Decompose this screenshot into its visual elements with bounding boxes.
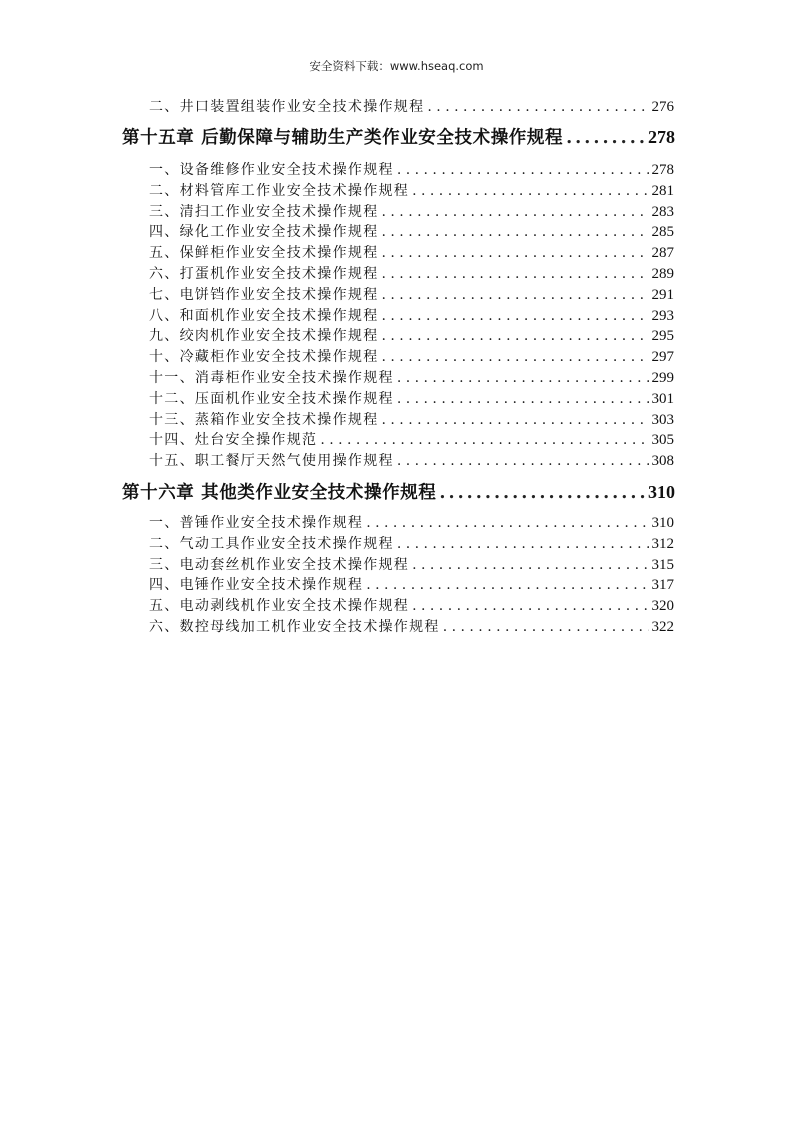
toc-page-number: 299 bbox=[651, 370, 674, 386]
toc-entry[interactable] bbox=[149, 389, 674, 409]
toc-entry[interactable] bbox=[149, 555, 674, 575]
toc-entry-title: 十一、消毒柜作业安全技术操作规程 bbox=[149, 370, 394, 386]
toc-leader-dots bbox=[382, 243, 649, 263]
toc-leader-dots bbox=[397, 389, 649, 409]
toc-entry[interactable] bbox=[149, 202, 674, 222]
toc-entry[interactable] bbox=[149, 451, 674, 471]
toc-page-number: 310 bbox=[648, 482, 675, 502]
toc-leader-dots bbox=[382, 202, 649, 222]
page-header: 安全资料下载：www.hseaq.com bbox=[309, 59, 484, 73]
toc-entry-title: 二、井口装置组装作业安全技术操作规程 bbox=[149, 99, 425, 115]
toc-page-number: 287 bbox=[651, 245, 674, 262]
toc-page-number: 278 bbox=[651, 162, 674, 178]
toc-leader-dots bbox=[427, 97, 648, 117]
toc-page-number: 317 bbox=[651, 577, 674, 594]
toc-entry[interactable] bbox=[149, 306, 674, 326]
toc-entry[interactable] bbox=[149, 181, 674, 201]
toc-leader-dots bbox=[397, 368, 649, 388]
toc-entry-title: 九、绞肉机作业安全技术操作规程 bbox=[149, 328, 379, 345]
toc-leader-dots bbox=[382, 285, 649, 305]
toc-page-number: 291 bbox=[651, 286, 674, 303]
toc-leader-dots bbox=[566, 126, 645, 150]
toc-page-number: 297 bbox=[651, 349, 674, 366]
toc-leader-dots bbox=[382, 326, 649, 346]
toc-page-number: 278 bbox=[648, 127, 675, 147]
toc-entry-title: 一、设备维修作业安全技术操作规程 bbox=[149, 162, 394, 178]
toc-page-number: 295 bbox=[651, 328, 674, 345]
toc-leader-dots bbox=[366, 575, 648, 595]
toc-leader-dots bbox=[320, 430, 648, 450]
toc-entry-title: 十、冷藏柜作业安全技术操作规程 bbox=[149, 349, 379, 366]
toc-chapter-title: 第十五章 后勤保障与辅助生产类作业安全技术操作规程 bbox=[122, 128, 564, 148]
toc-entry-title: 一、普锤作业安全技术操作规程 bbox=[149, 515, 364, 531]
toc-entry[interactable] bbox=[149, 264, 674, 284]
toc-entry-title: 六、数控母线加工机作业安全技术操作规程 bbox=[149, 619, 440, 635]
toc-chapter-title: 第十六章 其他类作业安全技术操作规程 bbox=[122, 483, 437, 503]
toc-leader-dots bbox=[382, 347, 649, 367]
toc-page-number: 289 bbox=[651, 266, 674, 282]
toc-leader-dots bbox=[412, 181, 648, 201]
toc-leader-dots bbox=[397, 451, 649, 471]
toc-page-number: 310 bbox=[651, 515, 674, 531]
toc-entry[interactable] bbox=[149, 368, 674, 388]
toc-entry[interactable] bbox=[149, 243, 674, 263]
toc-entry-title: 二、材料管库工作业安全技术操作规程 bbox=[149, 182, 410, 199]
toc-entry[interactable] bbox=[149, 160, 674, 180]
toc-entry-title: 五、电动剥线机作业安全技术操作规程 bbox=[149, 598, 410, 615]
toc-entry[interactable] bbox=[149, 326, 674, 346]
toc-entry[interactable] bbox=[149, 513, 674, 533]
toc-leader-dots bbox=[397, 160, 649, 180]
toc-entry[interactable] bbox=[149, 430, 674, 450]
toc-leader-dots bbox=[382, 410, 649, 430]
toc-entry-title: 三、清扫工作业安全技术操作规程 bbox=[149, 203, 379, 220]
toc-entry[interactable] bbox=[149, 575, 674, 595]
toc-entry[interactable] bbox=[149, 285, 674, 305]
toc-entry[interactable] bbox=[149, 347, 674, 367]
toc-page-number: 276 bbox=[651, 99, 674, 115]
toc-entry[interactable] bbox=[149, 617, 674, 637]
toc-entry-title: 八、和面机作业安全技术操作规程 bbox=[149, 307, 379, 324]
toc-entry-title: 十二、压面机作业安全技术操作规程 bbox=[149, 390, 394, 407]
toc-entry[interactable] bbox=[149, 596, 674, 616]
toc-entry-title: 十三、蒸箱作业安全技术操作规程 bbox=[149, 411, 379, 428]
toc-entry-title: 四、绿化工作业安全技术操作规程 bbox=[149, 224, 379, 241]
toc-entry-title: 四、电锤作业安全技术操作规程 bbox=[149, 577, 364, 594]
toc-leader-dots bbox=[382, 222, 649, 242]
toc-leader-dots bbox=[382, 264, 649, 284]
toc-entry[interactable] bbox=[149, 97, 674, 117]
toc-page-number: 293 bbox=[651, 307, 674, 324]
toc-entry-title: 五、保鲜柜作业安全技术操作规程 bbox=[149, 245, 379, 262]
toc-leader-dots bbox=[397, 534, 649, 554]
toc-leader-dots bbox=[439, 481, 645, 505]
toc-page-number: 281 bbox=[651, 182, 674, 199]
toc-page-number: 320 bbox=[651, 598, 674, 615]
toc-entry-title: 二、气动工具作业安全技术操作规程 bbox=[149, 535, 394, 552]
toc-entry-title: 七、电饼铛作业安全技术操作规程 bbox=[149, 286, 379, 303]
toc-chapter-entry[interactable] bbox=[122, 125, 675, 149]
toc-leader-dots bbox=[412, 555, 648, 575]
toc-page-number: 303 bbox=[651, 411, 674, 428]
toc-entry[interactable] bbox=[149, 410, 674, 430]
toc-entry[interactable] bbox=[149, 534, 674, 554]
toc-page-number: 322 bbox=[651, 619, 674, 635]
toc-page-number: 305 bbox=[651, 432, 674, 449]
toc-entry-title: 六、打蛋机作业安全技术操作规程 bbox=[149, 266, 379, 282]
toc-page-number: 315 bbox=[651, 556, 674, 573]
toc-leader-dots bbox=[412, 596, 648, 616]
toc-leader-dots bbox=[443, 617, 649, 637]
toc-leader-dots bbox=[382, 306, 649, 326]
toc-page-number: 308 bbox=[651, 453, 674, 470]
toc-entry-title: 十五、职工餐厅天然气使用操作规程 bbox=[149, 453, 394, 470]
toc-chapter-entry[interactable] bbox=[122, 480, 675, 504]
toc-page-number: 285 bbox=[651, 224, 674, 241]
toc-leader-dots bbox=[366, 513, 648, 533]
toc-entry[interactable] bbox=[149, 222, 674, 242]
toc-page-number: 312 bbox=[651, 535, 674, 552]
toc-entry-title: 十四、灶台安全操作规范 bbox=[149, 432, 318, 449]
toc-page-number: 301 bbox=[651, 390, 674, 407]
toc-entry-title: 三、电动套丝机作业安全技术操作规程 bbox=[149, 556, 410, 573]
toc-page-number: 283 bbox=[651, 203, 674, 220]
